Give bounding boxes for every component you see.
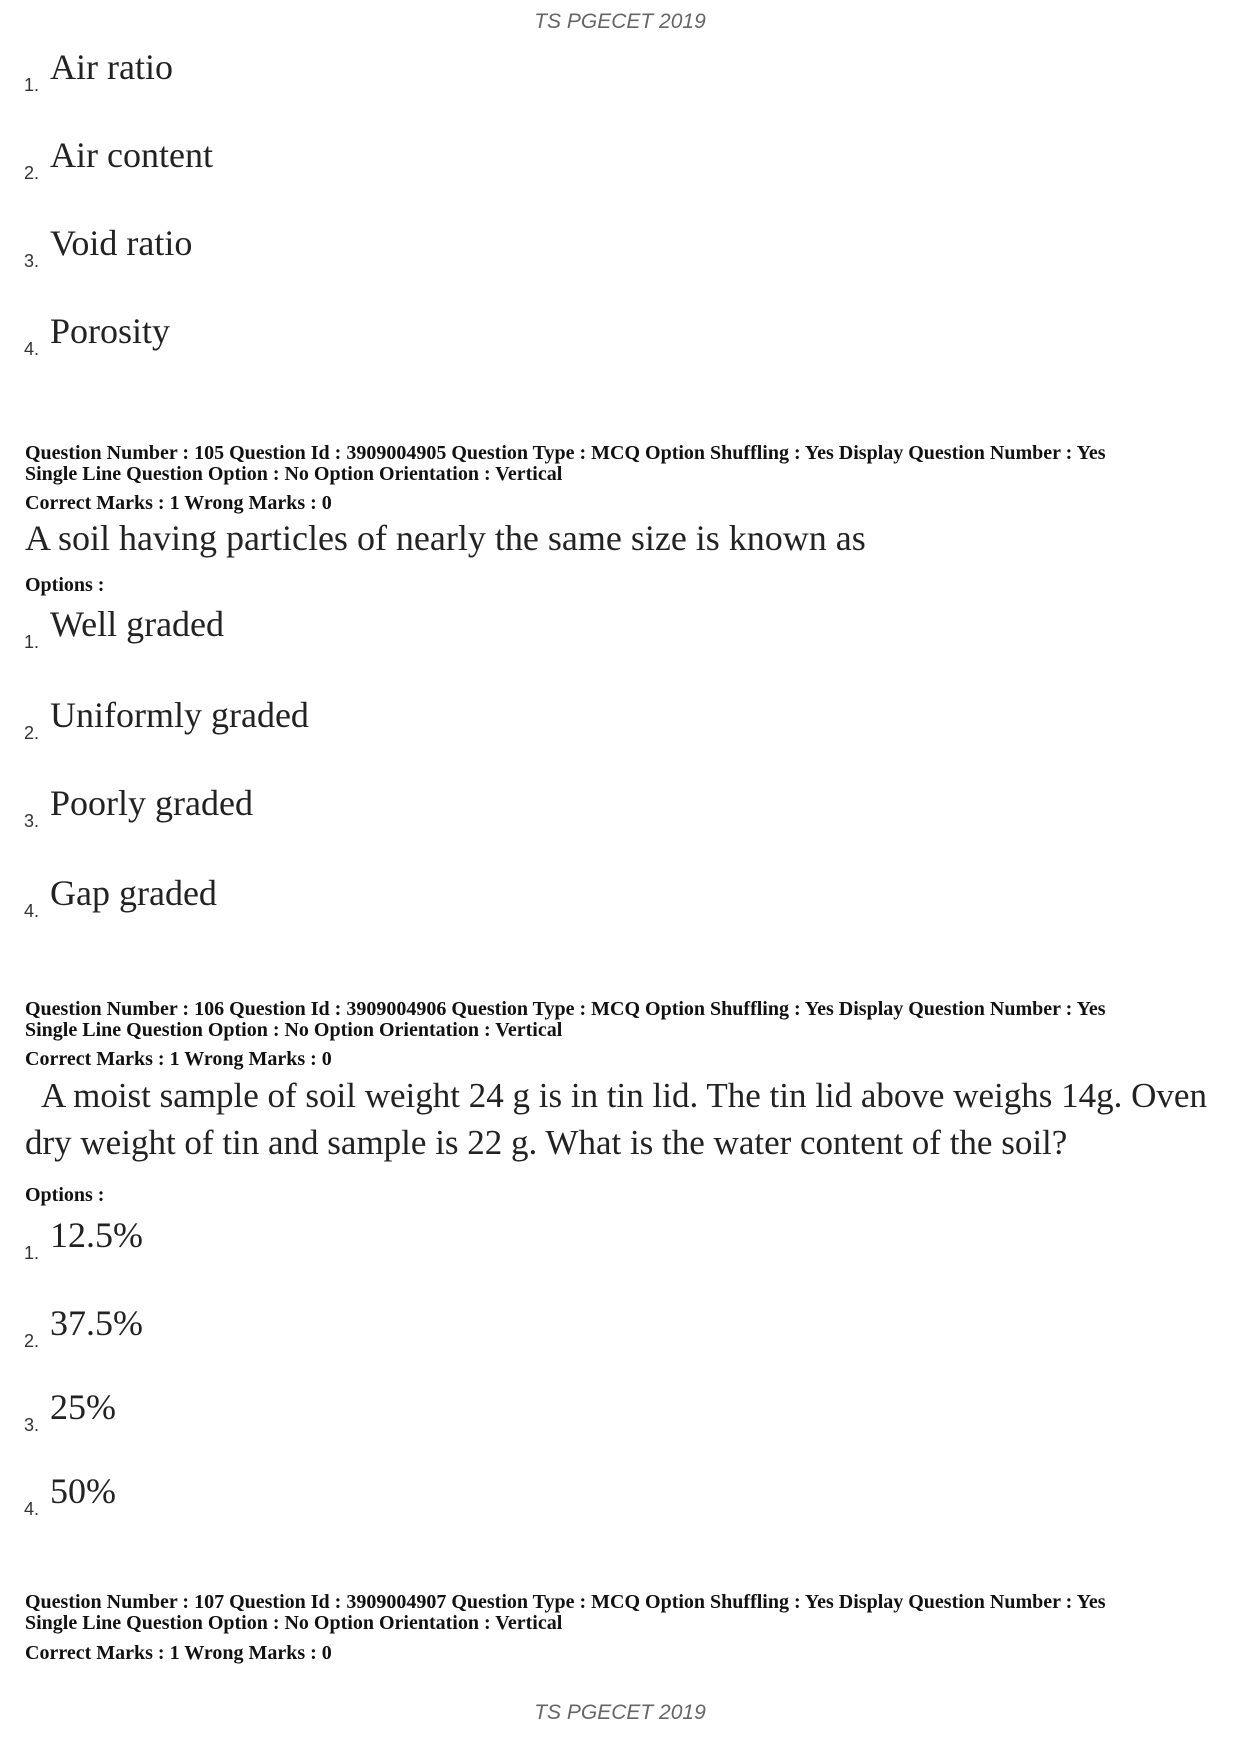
q107-meta-line1: Question Number : 107 Question Id : 3909004907 Question Type : MCQ Option Shuffling : Yes Display Question Number : Yes	[25, 1591, 1106, 1613]
option-number: 3.	[24, 251, 40, 271]
q107-meta-line2: Single Line Question Option : No Option Orientation : Vertical	[25, 1612, 563, 1634]
option-number: 1.	[24, 75, 40, 95]
q105-options-label: Options :	[25, 574, 105, 596]
q106-meta	[25, 999, 1105, 1041]
option-number: 3.	[24, 1415, 40, 1435]
q107-marks: Correct Marks : 1 Wrong Marks : 0	[25, 1642, 332, 1664]
option-number: 2.	[24, 163, 40, 183]
option-number: 1.	[24, 1243, 40, 1263]
option-number: 2.	[24, 1331, 40, 1351]
option-text: Air ratio	[50, 47, 173, 87]
q106-text-line1: A moist sample of soil weight 24 g is in tin lid. The tin lid above weighs 14g. Oven	[41, 1076, 1207, 1115]
q106-text-line2: dry weight of tin and sample is 22 g. What is the water content of the soil?	[25, 1123, 1068, 1162]
option-number: 4.	[24, 901, 40, 921]
prev-option-4[interactable]	[24, 311, 171, 364]
q107-meta	[25, 1592, 1105, 1634]
option-number: 1.	[24, 632, 40, 652]
prev-option-2[interactable]	[24, 135, 213, 188]
page-header: TS PGECET 2019	[534, 10, 706, 33]
q106-meta-line1: Question Number : 106 Question Id : 3909004906 Question Type : MCQ Option Shuffling : Yes Display Question Number : Yes	[25, 998, 1106, 1020]
q106-option-4[interactable]	[24, 1471, 116, 1524]
option-number: 4.	[24, 1499, 40, 1519]
option-number: 4.	[24, 339, 40, 359]
q105-option-3[interactable]	[24, 783, 253, 836]
option-text: Air content	[50, 135, 213, 175]
q105-option-1[interactable]	[24, 604, 225, 657]
q106-option-3[interactable]	[24, 1387, 116, 1440]
q105-meta	[25, 443, 1105, 485]
option-text: Gap graded	[50, 873, 217, 913]
page-footer: TS PGECET 2019	[534, 1701, 706, 1724]
option-text: Void ratio	[50, 223, 193, 263]
q106-text	[25, 1072, 1207, 1166]
q106-option-1[interactable]	[24, 1215, 143, 1268]
prev-option-3[interactable]	[24, 223, 193, 276]
q106-options-label: Options :	[25, 1184, 105, 1206]
q105-meta-line2: Single Line Question Option : No Option Orientation : Vertical	[25, 463, 563, 485]
option-text: Well graded	[50, 604, 225, 644]
q106-option-2[interactable]	[24, 1303, 143, 1356]
option-text: Poorly graded	[50, 783, 253, 823]
prev-option-1[interactable]	[24, 47, 173, 100]
q105-option-4[interactable]	[24, 873, 217, 926]
q106-marks: Correct Marks : 1 Wrong Marks : 0	[25, 1048, 332, 1070]
option-text: 50%	[50, 1471, 116, 1511]
q106-meta-line2: Single Line Question Option : No Option Orientation : Vertical	[25, 1019, 563, 1041]
option-text: 25%	[50, 1387, 116, 1427]
option-text: 12.5%	[50, 1215, 143, 1255]
option-number: 2.	[24, 723, 40, 743]
option-text: Uniformly graded	[50, 695, 309, 735]
option-number: 3.	[24, 811, 40, 831]
option-text: Porosity	[50, 311, 171, 351]
option-text: 37.5%	[50, 1303, 143, 1343]
q105-marks: Correct Marks : 1 Wrong Marks : 0	[25, 492, 332, 514]
q105-option-2[interactable]	[24, 695, 309, 748]
q105-text: A soil having particles of nearly the same size is known as	[25, 518, 866, 558]
q105-meta-line1: Question Number : 105 Question Id : 3909004905 Question Type : MCQ Option Shuffling : Yes Display Question Number : Yes	[25, 442, 1106, 464]
